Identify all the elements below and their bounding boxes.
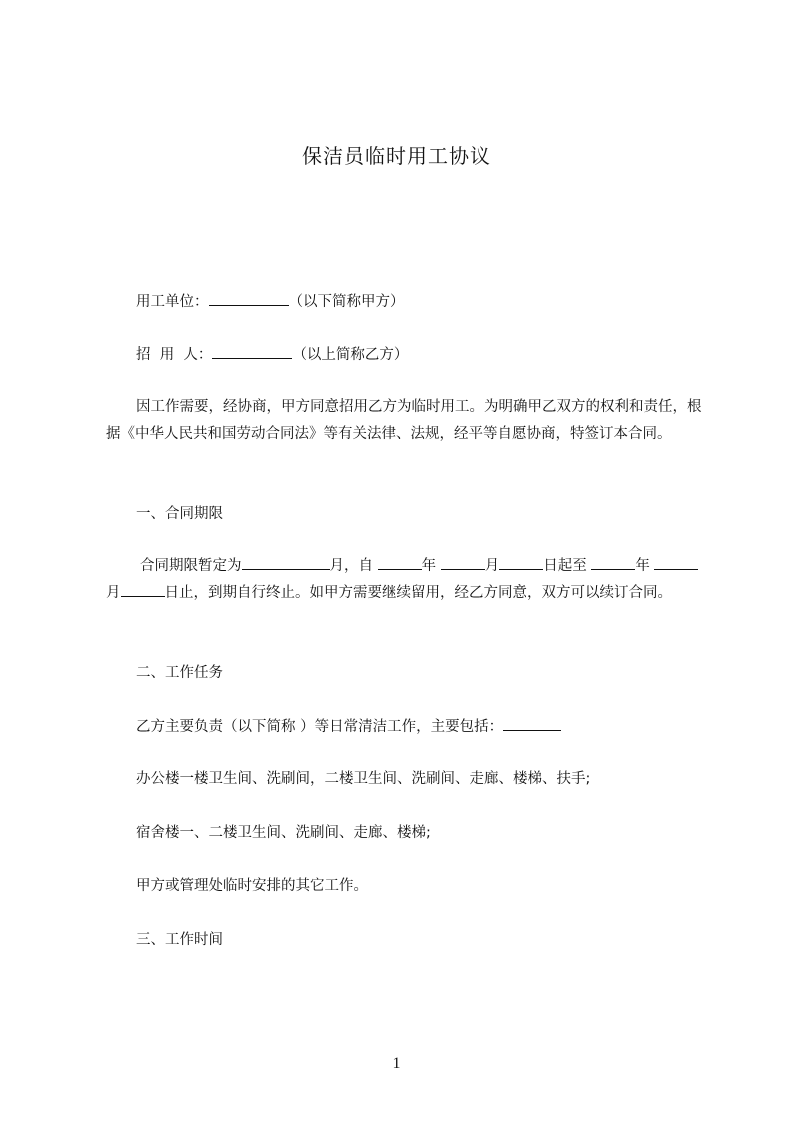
document-title: 保洁员临时用工协议	[302, 144, 491, 168]
employer-blank	[209, 291, 289, 306]
task-item-2: 宿舍楼一、二楼卫生间、洗刷间、走廊、楼梯;	[136, 825, 431, 841]
employer-note: （以下简称甲方）	[288, 294, 405, 310]
term-text-3: 年	[421, 558, 441, 574]
term-blank-end-month	[654, 555, 698, 570]
term-text-4: 月	[484, 558, 500, 574]
section-heading-2: 二、工作任务	[136, 665, 223, 681]
term-blank-months	[242, 555, 330, 570]
term-blank-start-day	[499, 555, 543, 570]
term-text-8: 日止，到期自行终止。如甲方需要继续留用，经乙方同意，双方可以续订合同。	[164, 585, 672, 601]
intro-paragraph: 因工作需要，经协商，甲方同意招用乙方为临时用工。为明确甲乙双方的权利和责任，根据《中华人民共和国劳动合同法》等有关法律、法规，经平等自愿协商，特签订本合同。	[106, 399, 702, 442]
term-blank-start-month	[441, 555, 485, 570]
employer-line	[136, 291, 405, 312]
term-text-7: 月	[106, 585, 121, 601]
term-blank-end-year	[591, 555, 635, 570]
term-text-6: 年	[635, 558, 650, 574]
page-number: 1	[392, 1055, 401, 1072]
section-heading-1: 一、合同期限	[136, 506, 223, 522]
term-text-1: 合同期限暂定为	[140, 558, 242, 574]
employee-blank	[212, 344, 292, 359]
task-line	[136, 716, 561, 737]
section-heading-3: 三、工作时间	[136, 932, 223, 948]
employee-note: （以上简称乙方）	[292, 347, 409, 363]
term-blank-end-day	[121, 582, 165, 597]
term-paragraph	[106, 553, 706, 607]
task-item-3: 甲方或管理处临时安排的其它工作。	[136, 878, 368, 894]
employer-label: 用工单位：	[136, 294, 209, 310]
term-text-2: 月，自	[329, 558, 378, 574]
term-text-5: 日起至	[543, 558, 592, 574]
task-line-text: 乙方主要负责（以下简称 ）等日常清洁工作，主要包括：	[136, 719, 504, 735]
employee-label: 招 用 人：	[136, 347, 213, 363]
task-item-1: 办公楼一楼卫生间、洗刷间，二楼卫生间、洗刷间、走廊、楼梯、扶手;	[136, 771, 591, 787]
task-blank	[503, 716, 561, 731]
term-blank-start-year	[378, 555, 422, 570]
employee-line	[136, 344, 408, 365]
